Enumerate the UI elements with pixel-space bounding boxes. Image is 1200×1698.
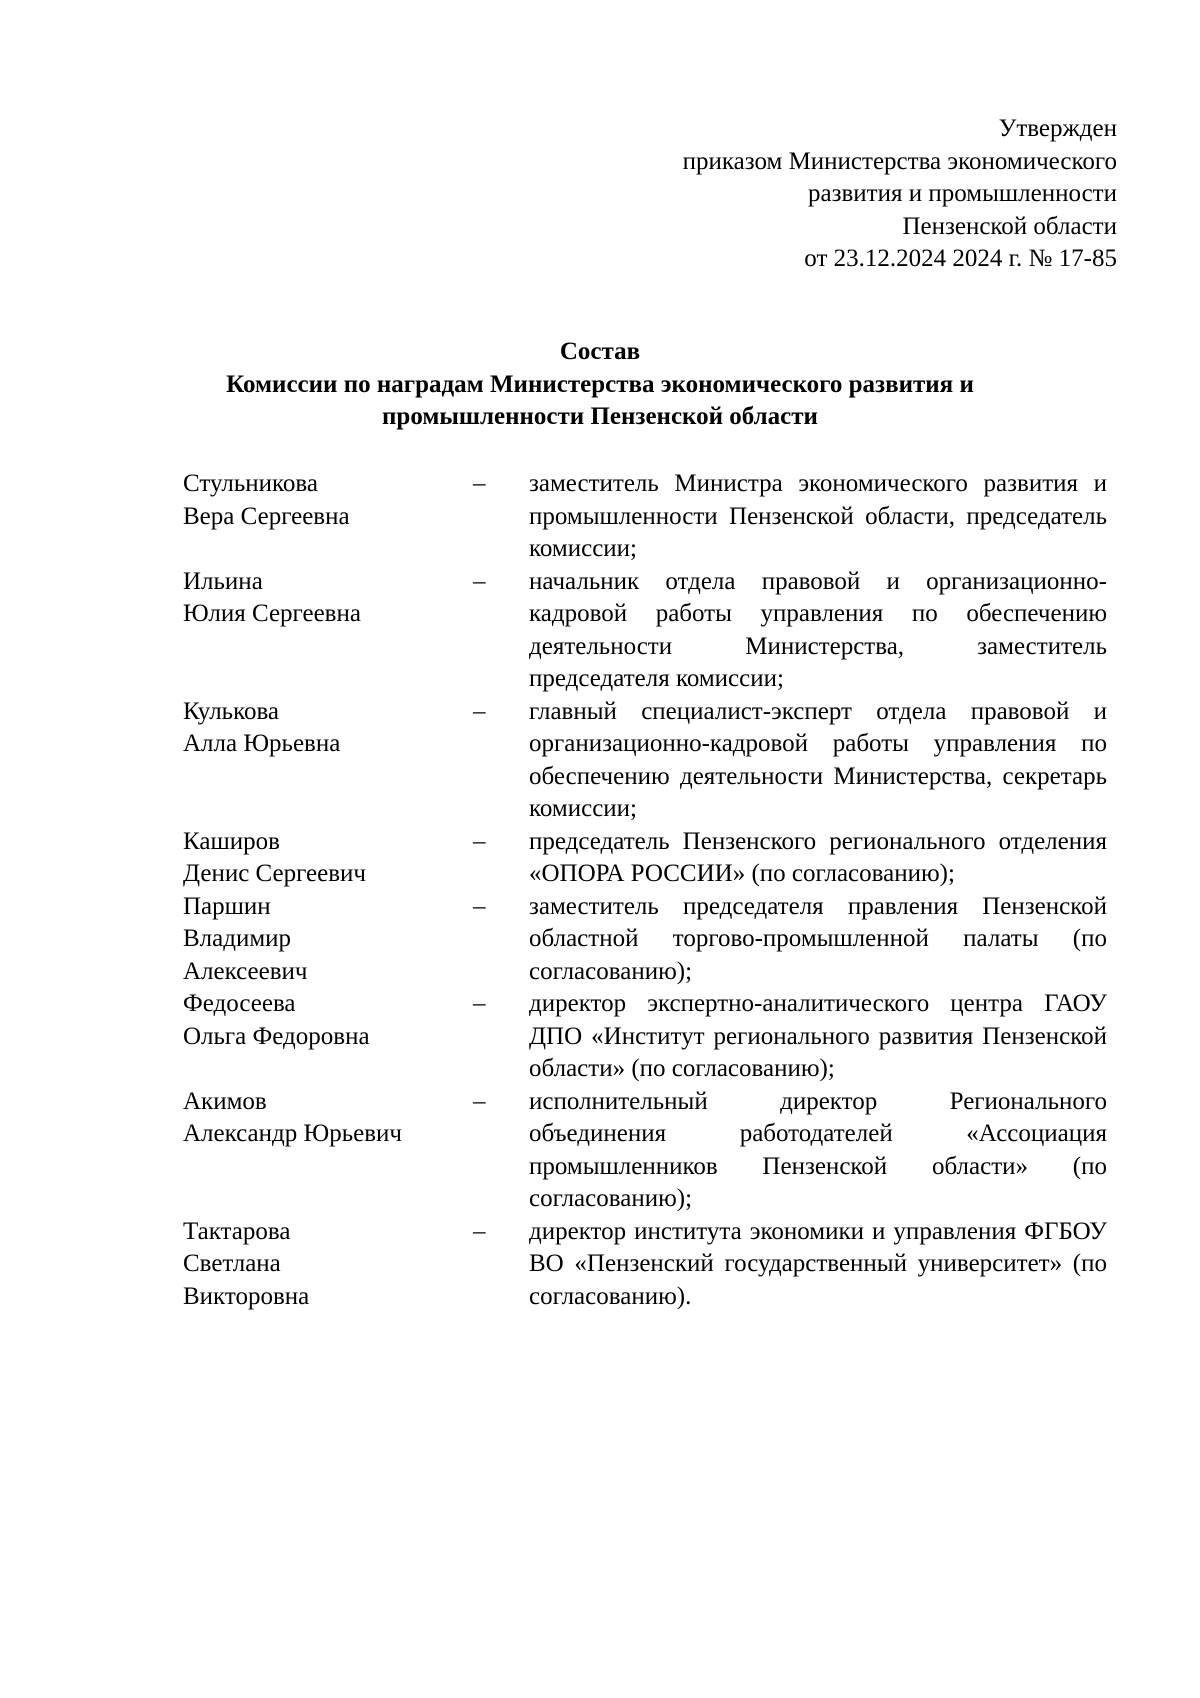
approval-block [683,113,1117,276]
member-name-line: Денис Сергеевич [183,860,367,887]
member-name-line: Владимир [183,925,292,952]
member-name [183,468,473,533]
member-description: заместитель Министра экономического развития и промышленности Пензенской области, председатель комиссии; [529,470,1107,562]
member-dash: – [473,697,486,725]
member-name [183,1086,473,1151]
member-name-line: Каширов [183,827,280,855]
member-name-line: Алла Юрьевна [183,730,341,757]
member-dash: – [473,1217,486,1245]
member-description: заместитель председателя правления Пензенской областной торгово-промышленной палаты (по согласованию); [529,892,1107,985]
member-name [183,826,473,891]
member-name-line: Стульникова [183,470,318,497]
member-description: исполнительный директор Регионального объединения работодателей «Ассоциация промышленников Пензенской области» (по согласованию); [529,1087,1107,1212]
member-name [183,696,473,761]
member-name-line: Тактарова [183,1217,291,1245]
member-row [183,468,1105,566]
member-description: директор института экономики и управления ФГБОУ ВО «Пензенский государственный университет» (по согласованию). [529,1217,1107,1310]
member-row [183,566,1105,696]
title-line: промышленности Пензенской области [382,403,818,430]
document-title [0,336,1200,434]
member-dash: – [473,892,486,920]
member-name-line: Паршин [183,892,271,920]
member-dash: – [473,827,486,855]
member-name-line: Ильина [183,567,263,595]
member-row [183,826,1105,891]
member-name-line: Ольга Федоровна [183,1022,370,1050]
member-name [183,566,473,631]
member-name-line: Алексеевич [183,957,308,985]
member-row [183,696,1105,826]
member-name-line: Юлия Сергеевна [183,600,361,627]
member-dash: – [473,567,486,595]
title-line: Комиссии по наградам Министерства экономического развития и [226,370,974,398]
member-name-line: Александр Юрьевич [183,1120,402,1147]
member-description: директор экспертно-аналитического центра ГАОУ ДПО «Институт регионального развития Пензенской области» (по согласованию); [529,990,1107,1082]
member-description: начальник отдела правовой и организационно-кадровой работы управления по обеспечению деятельности Министерства, заместитель председателя комиссии; [529,567,1107,692]
member-dash: – [473,1087,486,1115]
member-name-line: Викторовна [183,1282,310,1310]
title-line: Состав [559,338,641,365]
member-dash: – [473,470,486,497]
member-name-line: Вера Сергеевна [183,502,350,530]
member-name-line: Кулькова [183,697,280,725]
member-description: председатель Пензенского регионального отделения «ОПОРА РОССИИ» (по согласованию); [529,827,1107,887]
member-name [183,988,473,1053]
member-dash: – [473,990,486,1017]
approval-line: Утвержден [998,115,1117,142]
member-name [183,891,473,989]
member-name-line: Федосеева [183,990,296,1017]
member-description: главный специалист-эксперт отдела правовой и организационно-кадровой работы управления по обеспечению деятельности Министерства, секретарь комиссии; [529,697,1107,822]
member-row [183,891,1105,989]
approval-line: от 23.12.2024 2024 г. № 17-85 [804,245,1117,272]
member-name-line: Акимов [183,1087,267,1115]
member-row [183,988,1105,1086]
member-row [183,1086,1105,1216]
member-name-line: Светлана [183,1250,281,1277]
approval-line: Пензенской области [902,212,1117,240]
member-name [183,1216,473,1314]
approval-line: приказом Министерства экономического [682,147,1117,175]
member-row [183,1216,1105,1314]
members-list [183,468,1105,1313]
approval-line: развития и промышленности [808,180,1117,207]
